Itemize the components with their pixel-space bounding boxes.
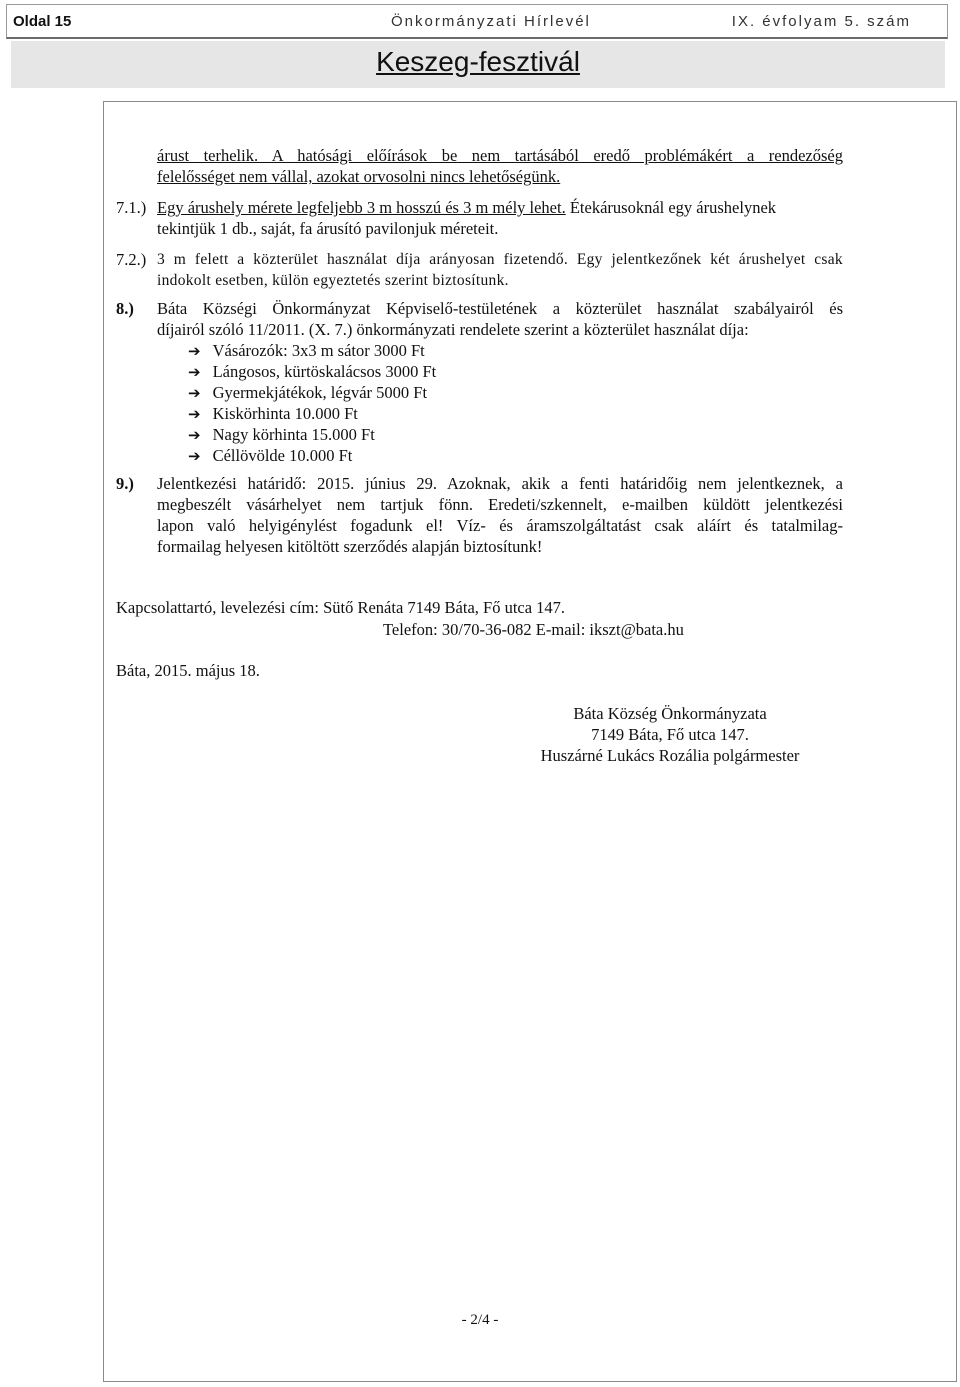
- contact-address: Kapcsolattartó, levelezési cím: Sütő Renáta 7149 Báta, Fő utca 147.: [116, 598, 566, 617]
- section-7-1-line-1: [157, 197, 843, 218]
- section-7-2-line-1: 3 m felett a közterület használat díja arányosan fizetendő. Egy jelentkezőnek két árushelyet csak: [157, 251, 843, 268]
- contact-phone-email: Telefon: 30/70-36-082 E-mail: ikszt@bata.hu: [383, 620, 684, 639]
- issue-info: IX. évfolyam 5. szám: [731, 13, 911, 30]
- fee-item: ➔ Céllövölde 10.000 Ft: [188, 446, 353, 465]
- page-number: Oldal 15: [13, 13, 72, 30]
- arrow-right-icon: ➔: [188, 342, 201, 360]
- section-8-line-2: díjairól szóló 11/2011. (X. 7.) önkormányzati rendelete szerint a közterület használat díja:: [157, 320, 749, 339]
- arrow-right-icon: ➔: [188, 426, 201, 444]
- section-7-1-number: 7.1.): [116, 198, 147, 217]
- arrow-right-icon: ➔: [188, 363, 201, 381]
- arrow-right-icon: ➔: [188, 447, 201, 465]
- signature-line-3: Huszárné Lukács Rozália polgármester: [540, 746, 800, 765]
- intro-line-2: felelősséget nem vállal, azokat orvosolni nincs lehetőségünk.: [157, 167, 561, 186]
- section-7-1-underlined: Egy árushely mérete legfeljebb 3 m hosszú és 3 m mély lehet.: [157, 198, 566, 217]
- section-8-number: 8.): [116, 299, 134, 318]
- page-footer: - 2/4 -: [461, 1312, 499, 1328]
- section-9-line-1: Jelentkezési határidő: 2015. június 29. Azoknak, akik a fenti határidőig nem jelentkeznek, a: [157, 474, 843, 493]
- signature-line-2: 7149 Báta, Fő utca 147.: [591, 725, 749, 744]
- section-9-line-2: megbeszélt vásárhelyet nem tartjuk fönn. Eredeti/szkennelt, e-mailben küldött jelentkezési: [157, 495, 843, 514]
- signature-line-1: Báta Község Önkormányzata: [573, 704, 767, 723]
- document-date: Báta, 2015. május 18.: [116, 661, 260, 680]
- section-9-line-4: formailag helyesen kitöltött szerződés alapján biztosítunk!: [157, 537, 543, 556]
- publication-name: Önkormányzati Hírlevél: [391, 13, 591, 30]
- arrow-right-icon: ➔: [188, 405, 201, 423]
- title-bar: [11, 41, 945, 88]
- page-title: Keszeg-fesztivál: [376, 46, 580, 77]
- intro-line-1: árust terhelik. A hatósági előírások be nem tartásából eredő problémákért a rendezőség: [157, 146, 843, 165]
- section-9-line-3: lapon való helyigénylést fogadunk el! Víz- és áramszolgáltatást csak aláírt és tatalmilag-: [157, 516, 843, 535]
- fee-item: ➔ Vásározók: 3x3 m sátor 3000 Ft: [188, 341, 425, 360]
- fee-item: ➔ Gyermekjátékok, légvár 5000 Ft: [188, 383, 428, 402]
- fee-item: ➔ Nagy körhinta 15.000 Ft: [188, 425, 375, 444]
- section-7-2-line-2: indokolt esetben, külön egyeztetés szerint biztosítunk.: [157, 272, 509, 289]
- section-7-1-rest: Étekárusoknál egy árushelynek: [565, 198, 777, 217]
- fee-item: ➔ Lángosos, kürtöskalácsos 3000 Ft: [188, 362, 437, 381]
- section-8-line-1: Báta Községi Önkormányzat Képviselő-testületének a közterület használat szabályairól és: [157, 299, 843, 318]
- arrow-right-icon: ➔: [188, 384, 201, 402]
- section-9-number: 9.): [116, 474, 134, 493]
- page-header: [6, 4, 948, 39]
- section-7-1-line-2: tekintjük 1 db., saját, fa árusító pavilonjuk méreteit.: [157, 219, 499, 238]
- section-7-2-number: 7.2.): [116, 250, 147, 269]
- fee-item: ➔ Kiskörhinta 10.000 Ft: [188, 404, 358, 423]
